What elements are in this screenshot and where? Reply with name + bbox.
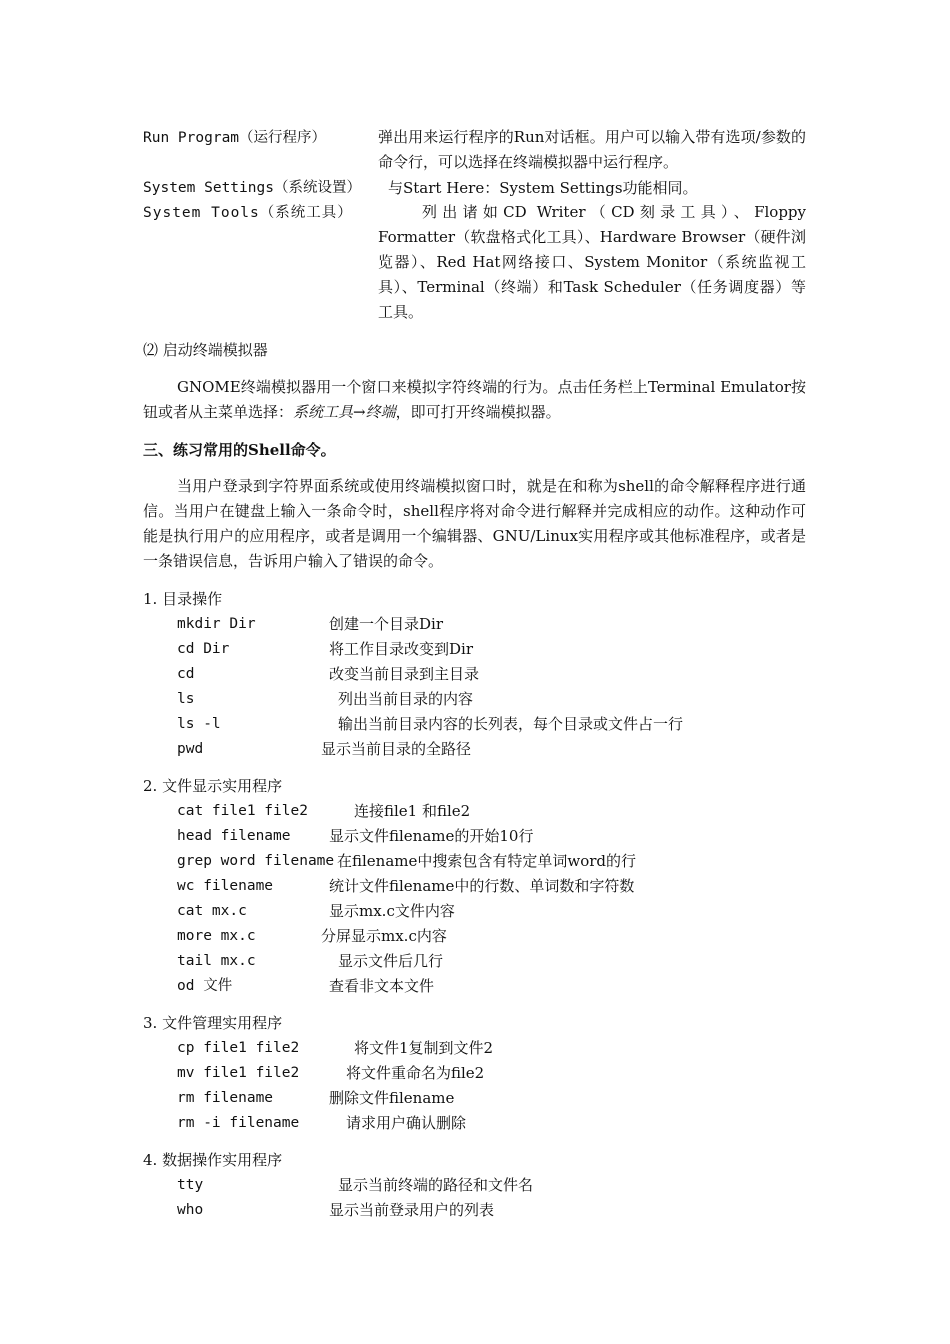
command-desc: 将文件重命名为file2 [346, 1064, 485, 1082]
command-desc: 列出当前目录的内容 [338, 690, 474, 708]
command: cat file1 file2 [177, 803, 308, 819]
menu-item-desc: 与Start Here：System Settings功能相同。 [388, 179, 698, 197]
command-desc: 连接file1 和file2 [354, 802, 471, 820]
command: ls -l [177, 716, 221, 732]
command: mv file1 file2 [177, 1065, 300, 1081]
menu-item-name: System Tools（系统工具） [143, 205, 353, 221]
command-desc: 显示mx.c文件内容 [329, 902, 455, 920]
command-desc: 显示文件后几行 [338, 952, 444, 970]
command-desc: 删除文件filename [329, 1089, 455, 1107]
command-desc: 显示当前终端的路径和文件名 [338, 1176, 534, 1194]
command-desc: 分屏显示mx.c内容 [321, 927, 447, 945]
command-desc: 将工作目录改变到Dir [329, 640, 473, 658]
step-paragraph: GNOME终端模拟器用一个窗口来模拟字符终端的行为。点击任务栏上Terminal Emulator按钮或者从主菜单选择：系统工具→终端，即可打开终端模拟器。 [143, 378, 806, 421]
command: tty [177, 1177, 204, 1193]
section-heading: 三、练习常用的Shell命令。 [143, 441, 336, 459]
menu-item-name: Run Program（运行程序） [143, 130, 327, 146]
group-title: 4. 数据操作实用程序 [143, 1151, 283, 1169]
command: head filename [177, 828, 291, 844]
menu-item-desc: 列出诸如CD Writer（CD刻录工具）、Floppy Formatter（软盘格式化工具）、Hardware Browser（硬件浏览器）、Red Hat网络接口、System Monitor（系统监视工具）、Terminal（终端）和Task Scheduler（任务调度器）等工具。 [378, 203, 806, 321]
command-desc: 改变当前目录到主目录 [329, 665, 480, 683]
command-desc: 输出当前目录内容的长列表，每个目录或文件占一行 [338, 715, 684, 733]
command: mkdir Dir [177, 616, 256, 632]
command: pwd [177, 741, 204, 757]
section-paragraph: 当用户登录到字符界面系统或使用终端模拟窗口时，就是在和称为shell的命令解释程序进行通信。当用户在键盘上输入一条命令时，shell程序将对命令进行解释并完成相应的动作。这种动作可能是执行用户的应用程序，或者是调用一个编辑器、GNU/Linux实用程序或其他标准程序，或者是一条错误信息，告诉用户输入了错误的命令。 [143, 477, 806, 570]
command: wc filename [177, 878, 274, 894]
command-desc: 显示当前目录的全路径 [321, 740, 472, 758]
command-desc: 统计文件filename中的行数、单词数和字符数 [329, 877, 635, 895]
command-desc: 请求用户确认删除 [346, 1114, 467, 1132]
command: od 文件 [177, 978, 233, 994]
command-desc: 查看非文本文件 [329, 977, 435, 995]
step-heading: ⑵ 启动终端模拟器 [143, 341, 268, 359]
command: rm -i filename [177, 1115, 300, 1131]
group-title: 2. 文件显示实用程序 [143, 777, 283, 795]
command: tail mx.c [177, 953, 256, 969]
command-desc: 将文件1复制到文件2 [354, 1039, 494, 1057]
command: ls [177, 691, 195, 707]
command: grep word filename [177, 853, 335, 869]
menu-path: 系统工具→终端 [293, 403, 396, 421]
command: more mx.c [177, 928, 256, 944]
command: cat mx.c [177, 903, 247, 919]
command-desc: 在filename中搜索包含有特定单词word的行 [337, 852, 637, 870]
command: cd [177, 666, 195, 682]
group-title: 1. 目录操作 [143, 590, 223, 608]
command: who [177, 1202, 204, 1218]
command: cp file1 file2 [177, 1040, 300, 1056]
group-title: 3. 文件管理实用程序 [143, 1014, 283, 1032]
command: cd Dir [177, 641, 230, 657]
command-desc: 创建一个目录Dir [329, 615, 443, 633]
command: rm filename [177, 1090, 274, 1106]
command-desc: 显示当前登录用户的列表 [329, 1201, 495, 1219]
menu-item-name: System Settings（系统设置） [143, 180, 361, 196]
menu-item-desc: 弹出用来运行程序的Run对话框。用户可以输入带有选项/参数的命令行，可以选择在终端模拟器中运行程序。 [378, 128, 806, 171]
command-desc: 显示文件filename的开始10行 [329, 827, 534, 845]
